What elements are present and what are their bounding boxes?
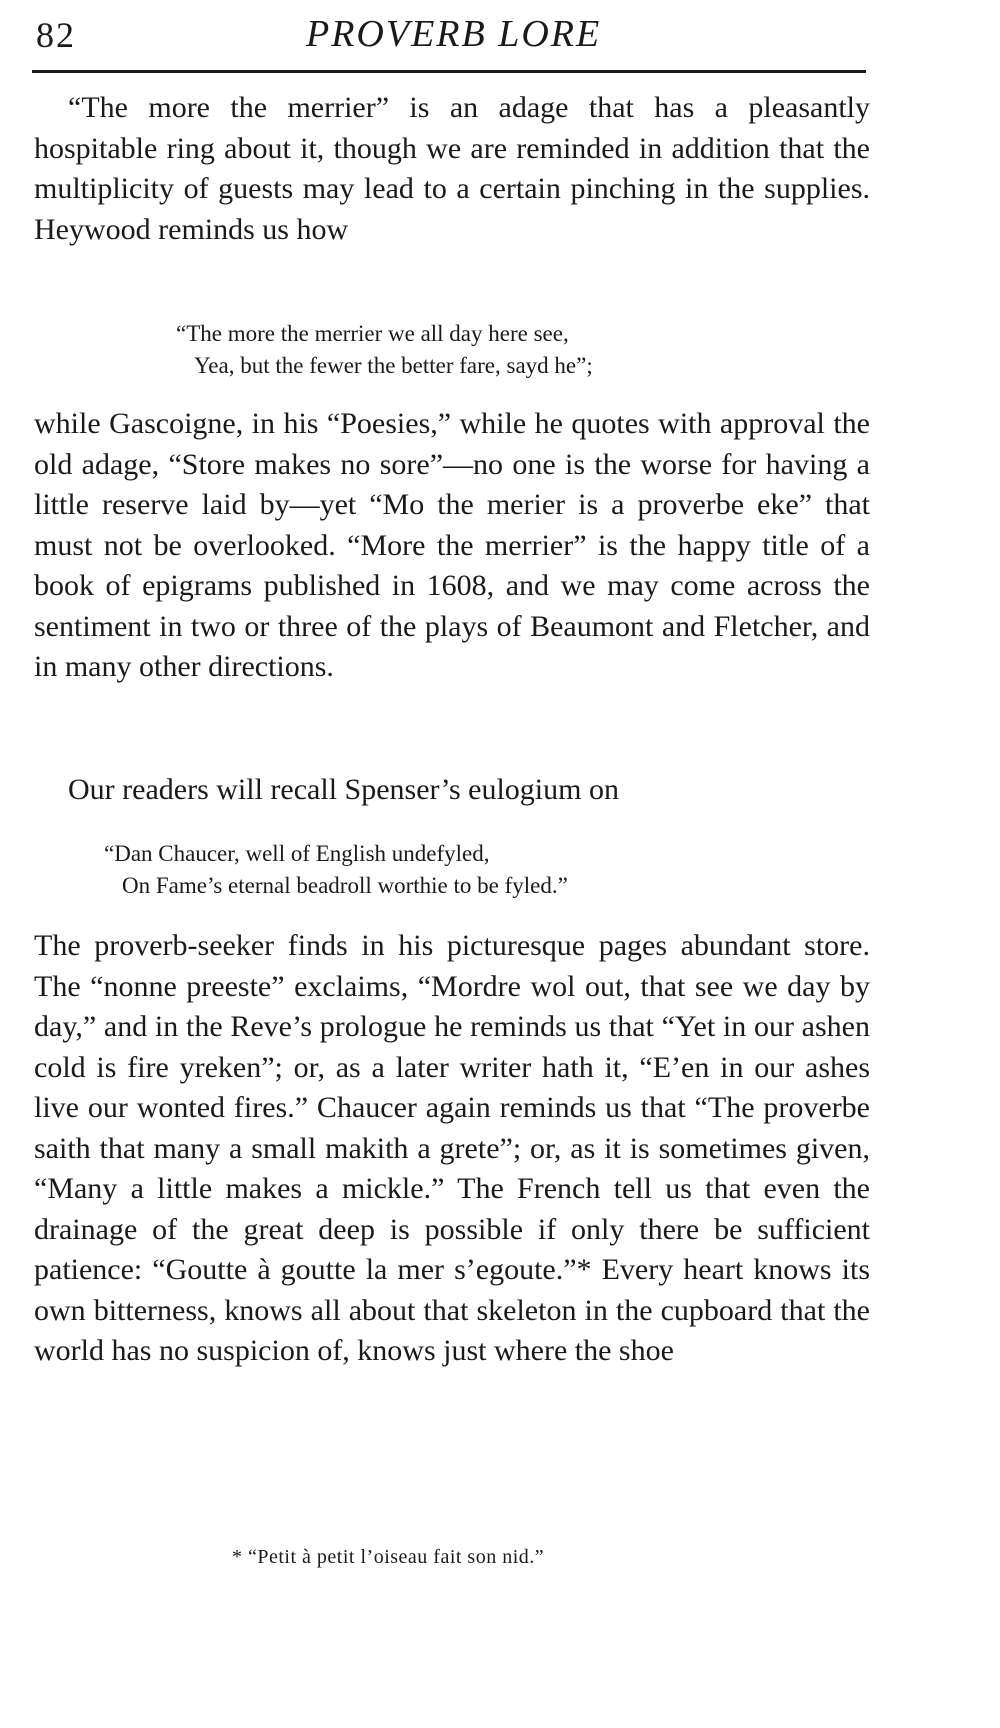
paragraph	[34, 404, 870, 688]
quote-line: “The more the merrier we all day here see,	[176, 321, 569, 346]
page-header	[36, 8, 866, 68]
block-quote	[176, 318, 593, 382]
paragraph	[34, 770, 870, 811]
paragraph	[34, 926, 870, 1372]
paragraph	[34, 88, 870, 250]
paragraph-text: “The more the merrier” is an adage that has a pleasantly hospitable ring about it, though we are reminded in addition that the multiplicity of guests may lead to a certain pinching in the supplies. Heywood reminds us how	[34, 91, 870, 246]
paragraph-text: The proverb-seeker finds in his picturesque pages abundant store. The “nonne preeste” exclaims, “Mordre wol out, that see we day by day,” and in the Reve’s prologue he reminds us that “Yet in our ashen cold is fire yreken”; or, as a later writer hath it, “E’en in our ashes live our wonted fires.” Chaucer again reminds us that “The proverbe saith that many a small makith a grete”; or, as it is sometimes given, “Many a little makes a mickle.” The French tell us that even the drainage of the great deep is possible if only there be sufficient patience: “Goutte à goutte la mer s’egoute.”* Every heart knows its own bitterness, knows all about that skeleton in the cupboard that the world has no suspicion of, knows just where the shoe	[34, 929, 870, 1367]
page-number: 82	[36, 15, 76, 55]
footnote: * “Petit à petit l’oiseau fait son nid.”	[232, 1546, 545, 1568]
paragraph-text: Our readers will recall Spenser’s eulogium on	[68, 773, 619, 806]
running-title: PROVERB LORE	[306, 13, 602, 55]
quote-line: On Fame’s eternal beadroll worthie to be fyled.”	[122, 873, 568, 898]
header-rule	[32, 70, 866, 73]
quote-line: Yea, but the fewer the better fare, sayd he”;	[194, 353, 593, 378]
block-quote	[104, 838, 568, 902]
quote-line: “Dan Chaucer, well of English undefyled,	[104, 841, 490, 866]
paragraph-text: while Gascoigne, in his “Poesies,” while he quotes with approval the old adage, “Store makes no sore”—no one is the worse for having a little reserve laid by—yet “Mo the merier is a proverbe eke” that must not be overlooked. “More the merrier” is the happy title of a book of epigrams published in 1608, and we may come across the sentiment in two or three of the plays of Beaumont and Fletcher, and in many other directions.	[34, 407, 870, 683]
